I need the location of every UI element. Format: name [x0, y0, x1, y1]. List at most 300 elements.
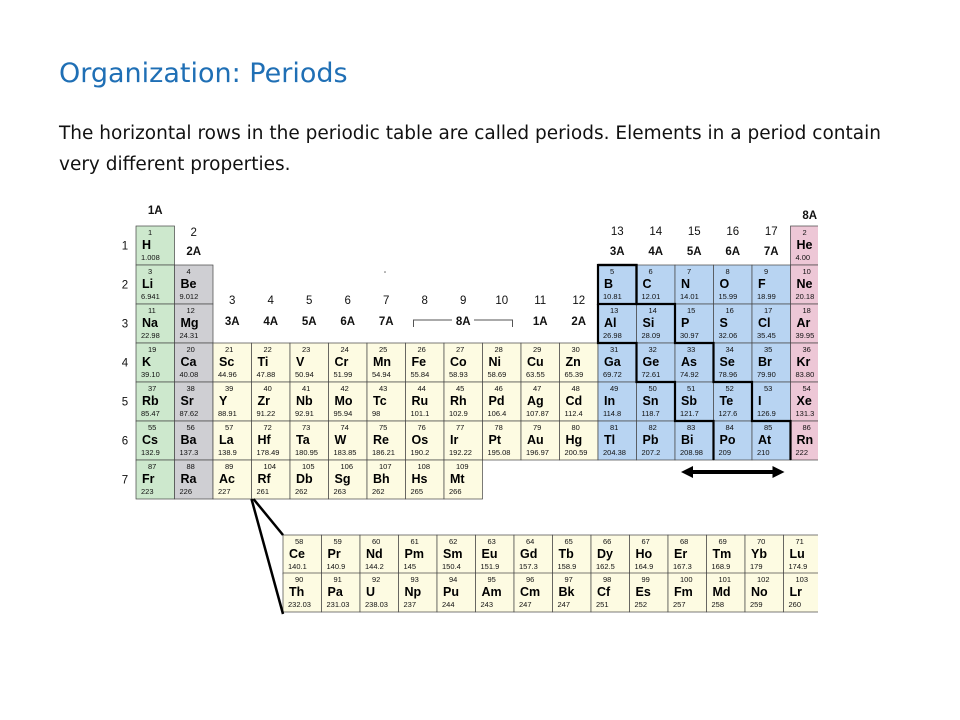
element-number: 14	[648, 306, 657, 315]
periodic-table-image	[118, 200, 818, 625]
element-symbol: Cl	[758, 316, 771, 330]
element-number: 16	[725, 306, 734, 315]
element-symbol: Pb	[642, 433, 659, 447]
element-number: 32	[648, 345, 657, 354]
element-mass: 260	[788, 600, 802, 609]
group-sublabel-6: 6A	[340, 316, 356, 328]
element-mass: 102.9	[449, 409, 468, 418]
group-label-10: 10	[495, 295, 509, 307]
element-number: 33	[687, 345, 696, 354]
element-symbol: Au	[527, 433, 544, 447]
element-symbol: Ni	[488, 355, 501, 369]
element-mass: 261	[256, 487, 270, 496]
element-mass: 251	[596, 600, 609, 609]
element-mass: 58.69	[487, 370, 507, 379]
period-label-5: 5	[121, 396, 129, 409]
element-symbol: Ti	[257, 355, 269, 369]
element-mass: 88.91	[218, 409, 237, 418]
element-mass: 196.97	[526, 448, 549, 457]
element-mass: 137.3	[179, 448, 199, 457]
group-label-4: 4	[267, 295, 274, 307]
element-mass: 223	[141, 487, 154, 496]
element-mass: 247	[519, 600, 532, 609]
element-symbol: Pt	[488, 433, 501, 447]
element-symbol: Bh	[373, 472, 390, 486]
element-symbol: N	[681, 277, 691, 291]
element-mass: 6.941	[141, 292, 160, 301]
element-number: 29	[533, 345, 542, 354]
element-symbol: Eu	[481, 547, 498, 561]
group-label-18: 8A	[802, 210, 818, 222]
element-symbol: Te	[719, 394, 734, 408]
element-mass: 157.3	[519, 562, 538, 571]
element-number: 61	[410, 537, 419, 546]
element-symbol: Nb	[296, 394, 313, 408]
element-number: 87	[148, 462, 157, 471]
element-number: 108	[417, 462, 431, 471]
element-mass: 186.21	[372, 448, 395, 457]
period-label-3: 3	[121, 318, 129, 331]
element-number: 78	[494, 423, 503, 432]
element-number: 95	[487, 575, 496, 584]
element-mass: 174.9	[788, 562, 808, 571]
element-number: 31	[610, 345, 619, 354]
element-number: 1	[148, 228, 153, 237]
element-symbol: Y	[219, 394, 228, 408]
element-symbol: In	[604, 394, 616, 408]
element-mass: 200.59	[564, 448, 588, 457]
element-symbol: Na	[142, 316, 158, 330]
element-mass: 54.94	[372, 370, 391, 379]
element-mass: 209	[718, 448, 732, 457]
period-label-2: 2	[121, 279, 129, 292]
element-mass: 192.22	[449, 448, 472, 457]
element-symbol: Ac	[219, 472, 235, 486]
element-symbol: Ga	[604, 355, 621, 369]
element-number: 49	[610, 384, 619, 393]
element-symbol: Db	[296, 472, 313, 486]
element-symbol: Cd	[565, 394, 583, 408]
element-number: 8	[725, 267, 730, 276]
element-mass: 204.38	[603, 448, 626, 457]
element-symbol: Bi	[681, 433, 694, 447]
element-number: 50	[648, 384, 657, 393]
element-mass: 58.93	[449, 370, 468, 379]
element-symbol: I	[758, 394, 762, 408]
element-number: 36	[802, 345, 811, 354]
element-mass: 30.97	[680, 331, 699, 340]
element-mass: 10.81	[603, 292, 622, 301]
element-mass: 83.80	[795, 370, 815, 379]
element-number: 51	[687, 384, 696, 393]
element-symbol: Kr	[796, 355, 811, 369]
element-mass: 118.7	[641, 409, 660, 418]
element-number: 81	[610, 423, 619, 432]
element-number: 68	[680, 537, 689, 546]
element-symbol: Hg	[565, 433, 583, 447]
group-sublabel-7: 7A	[378, 316, 394, 328]
element-symbol: Fr	[142, 472, 155, 486]
element-symbol: He	[796, 238, 813, 252]
group-sublabel-12: 2A	[571, 316, 587, 328]
element-symbol: Ba	[180, 433, 197, 447]
element-number: 23	[302, 345, 311, 354]
element-symbol: Mo	[334, 394, 353, 408]
group-sublabel-3: 3A	[224, 316, 240, 328]
element-symbol: Ir	[450, 433, 459, 447]
element-number: 84	[725, 423, 734, 432]
element-number: 21	[225, 345, 234, 354]
element-mass: 65.39	[564, 370, 584, 379]
element-symbol: Yb	[751, 547, 767, 561]
element-mass: 74.92	[680, 370, 699, 379]
slide-body-text: The horizontal rows in the periodic table are called periods. Elements in a period contain very different properties.	[59, 123, 881, 175]
element-symbol: Be	[180, 277, 197, 291]
element-mass: 150.4	[442, 562, 461, 571]
element-number: 98	[603, 575, 612, 584]
element-mass: 22.98	[141, 331, 160, 340]
double-arrow-left-head	[681, 466, 693, 478]
element-number: 15	[687, 306, 696, 315]
element-symbol: At	[758, 433, 772, 447]
element-symbol: Cs	[142, 433, 158, 447]
element-mass: 179	[750, 562, 763, 571]
element-symbol: Ru	[411, 394, 429, 408]
element-symbol: Tl	[604, 433, 616, 447]
element-symbol: Ra	[180, 472, 197, 486]
element-number: 38	[186, 384, 195, 393]
group-label-16: 16	[726, 226, 740, 238]
element-symbol: Ce	[289, 547, 305, 561]
element-mass: 210	[757, 448, 770, 457]
element-mass: 40.08	[179, 370, 199, 379]
element-number: 7	[687, 267, 692, 276]
element-number: 90	[295, 575, 304, 584]
element-symbol: Cr	[334, 355, 349, 369]
element-number: 47	[533, 384, 542, 393]
element-mass: 262	[372, 487, 385, 496]
element-number: 92	[372, 575, 381, 584]
element-number: 55	[148, 423, 157, 432]
element-mass: 114.8	[603, 409, 622, 418]
element-mass: 95.94	[333, 409, 353, 418]
element-mass: 14.01	[680, 292, 699, 301]
element-symbol: Ar	[796, 316, 811, 330]
element-number: 100	[680, 575, 693, 584]
element-mass: 195.08	[487, 448, 511, 457]
element-mass: 18.99	[757, 292, 776, 301]
element-number: 27	[456, 345, 465, 354]
double-arrow-right-head	[773, 466, 785, 478]
element-mass: 207.2	[641, 448, 661, 457]
element-mass: 32.06	[718, 331, 738, 340]
element-mass: 131.3	[795, 409, 815, 418]
element-number: 10	[802, 267, 811, 276]
element-symbol: Tb	[558, 547, 574, 561]
element-mass: 1.008	[141, 253, 160, 262]
element-number: 42	[340, 384, 349, 393]
element-number: 44	[417, 384, 426, 393]
element-mass: 167.3	[673, 562, 692, 571]
element-number: 76	[417, 423, 426, 432]
element-mass: 50.94	[295, 370, 314, 379]
stray-dot	[384, 271, 386, 273]
element-mass: 9.012	[179, 292, 199, 301]
element-mass: 72.61	[641, 370, 661, 379]
element-symbol: Sg	[334, 472, 351, 486]
element-symbol: Nd	[366, 547, 383, 561]
element-symbol: Rb	[142, 394, 159, 408]
group-label-9: 9	[460, 295, 467, 307]
element-number: 91	[333, 575, 342, 584]
element-symbol: Md	[712, 585, 731, 599]
element-symbol: Rn	[796, 433, 814, 447]
element-number: 101	[718, 575, 732, 584]
element-number: 2	[802, 228, 807, 237]
element-mass: 237	[403, 600, 417, 609]
element-mass: 140.9	[326, 562, 346, 571]
element-symbol: S	[719, 316, 728, 330]
element-mass: 91.22	[256, 409, 276, 418]
element-symbol: Pm	[404, 547, 424, 561]
element-mass: 227	[218, 487, 231, 496]
element-number: 19	[148, 345, 157, 354]
element-number: 20	[186, 345, 195, 354]
element-symbol: F	[758, 277, 766, 291]
element-mass: 232.03	[288, 600, 311, 609]
element-number: 66	[603, 537, 612, 546]
group-label-8: 8	[421, 295, 428, 307]
element-symbol: Ho	[635, 547, 653, 561]
element-symbol: V	[296, 355, 305, 369]
element-number: 53	[764, 384, 773, 393]
group-sublabel-5: 5A	[301, 316, 317, 328]
element-mass: 158.9	[557, 562, 577, 571]
element-mass: 127.6	[718, 409, 738, 418]
element-number: 71	[795, 537, 804, 546]
element-number: 83	[687, 423, 696, 432]
element-number: 103	[795, 575, 809, 584]
element-symbol: Cm	[520, 585, 541, 599]
fblock-connector-right	[254, 499, 284, 535]
element-symbol: Gd	[520, 547, 538, 561]
element-symbol: Po	[719, 433, 736, 447]
element-number: 75	[379, 423, 388, 432]
element-mass: 24.31	[179, 331, 199, 340]
element-number: 107	[379, 462, 392, 471]
element-number: 34	[725, 345, 734, 354]
element-symbol: Xe	[796, 394, 812, 408]
element-symbol: W	[334, 433, 347, 447]
element-number: 22	[263, 345, 272, 354]
element-symbol: Al	[604, 316, 617, 330]
element-symbol: Cf	[597, 585, 611, 599]
element-mass: 168.9	[711, 562, 731, 571]
element-mass: 263	[333, 487, 347, 496]
element-symbol: Hf	[257, 433, 271, 447]
element-number: 65	[564, 537, 573, 546]
group-label-3: 3	[229, 295, 236, 307]
element-symbol: Sr	[180, 394, 194, 408]
element-symbol: Sm	[443, 547, 463, 561]
element-mass: 265	[410, 487, 424, 496]
element-symbol: U	[366, 585, 376, 599]
element-symbol: Si	[642, 316, 655, 330]
element-number: 3	[148, 267, 153, 276]
element-number: 28	[494, 345, 503, 354]
element-number: 57	[225, 423, 234, 432]
element-mass: 164.9	[634, 562, 654, 571]
element-symbol: Zn	[565, 355, 581, 369]
element-symbol: Lr	[789, 585, 802, 599]
element-symbol: Es	[635, 585, 651, 599]
element-symbol: Hs	[411, 472, 428, 486]
element-mass: 183.85	[333, 448, 357, 457]
element-symbol: Tm	[712, 547, 732, 561]
bracket-left	[414, 320, 453, 327]
element-symbol: P	[681, 316, 690, 330]
element-mass: 259	[750, 600, 763, 609]
element-mass: 55.84	[410, 370, 430, 379]
element-mass: 178.49	[256, 448, 280, 457]
element-mass: 252	[634, 600, 648, 609]
element-symbol: Se	[719, 355, 735, 369]
period-label-6: 6	[121, 435, 129, 448]
element-number: 104	[263, 462, 277, 471]
group-sublabel-11: 1A	[532, 316, 548, 328]
element-symbol: Ta	[296, 433, 310, 447]
element-symbol: Ca	[180, 355, 197, 369]
element-mass: 112.4	[564, 409, 583, 418]
element-symbol: Ge	[642, 355, 660, 369]
element-mass: 231.03	[326, 600, 350, 609]
element-mass: 144.2	[365, 562, 384, 571]
element-number: 25	[379, 345, 388, 354]
element-mass: 87.62	[179, 409, 199, 418]
group-label-13: 13	[610, 226, 624, 238]
element-mass: 180.95	[295, 448, 318, 457]
element-number: 39	[225, 384, 234, 393]
element-number: 9	[764, 267, 769, 276]
element-number: 58	[295, 537, 304, 546]
element-mass: 20.18	[795, 292, 815, 301]
group-label-6: 6	[344, 295, 351, 307]
element-symbol: Br	[758, 355, 772, 369]
element-number: 105	[302, 462, 315, 471]
element-number: 63	[487, 537, 496, 546]
element-mass: 44.96	[218, 370, 237, 379]
element-symbol: Pr	[327, 547, 341, 561]
element-mass: 222	[795, 448, 809, 457]
slide-title: Organization: Periods	[59, 58, 348, 89]
element-mass: 257	[673, 600, 686, 609]
element-symbol: C	[642, 277, 652, 291]
element-symbol: Er	[674, 547, 688, 561]
element-number: 86	[802, 423, 811, 432]
element-number: 89	[225, 462, 234, 471]
element-number: 54	[802, 384, 811, 393]
element-symbol: B	[604, 277, 614, 291]
group-label-5: 5	[306, 295, 313, 307]
group-sublabel-4: 4A	[263, 316, 279, 328]
element-number: 82	[648, 423, 657, 432]
element-symbol: Ne	[796, 277, 813, 291]
element-number: 59	[333, 537, 342, 546]
element-number: 30	[571, 345, 580, 354]
element-mass: 26.98	[603, 331, 622, 340]
period-label-1: 1	[121, 240, 129, 253]
element-symbol: Sb	[681, 394, 697, 408]
element-number: 88	[186, 462, 195, 471]
element-symbol: Li	[142, 277, 154, 291]
element-symbol: Fm	[674, 585, 693, 599]
element-symbol: Cu	[527, 355, 544, 369]
element-symbol: Np	[404, 585, 422, 599]
element-mass: 266	[449, 487, 462, 496]
element-symbol: K	[142, 355, 152, 369]
group-label-14: 14	[649, 226, 663, 238]
element-mass: 107.87	[526, 409, 549, 418]
group-label-7: 7	[383, 295, 390, 307]
element-mass: 138.9	[218, 448, 237, 457]
element-number: 43	[379, 384, 388, 393]
element-number: 6	[648, 267, 653, 276]
element-number: 109	[456, 462, 469, 471]
element-number: 93	[410, 575, 419, 584]
element-number: 17	[764, 306, 773, 315]
element-symbol: Ag	[527, 394, 544, 408]
element-number: 72	[263, 423, 272, 432]
element-symbol: O	[719, 277, 730, 291]
element-mass: 208.98	[680, 448, 703, 457]
element-symbol: Rh	[450, 394, 467, 408]
element-symbol: Re	[373, 433, 389, 447]
element-number: 56	[186, 423, 195, 432]
element-mass: 79.90	[757, 370, 776, 379]
element-symbol: Os	[411, 433, 429, 447]
element-mass: 243	[480, 600, 494, 609]
element-mass: 92.91	[295, 409, 314, 418]
element-number: 11	[148, 306, 156, 315]
element-symbol: Am	[481, 585, 502, 599]
element-symbol: Mg	[180, 316, 199, 330]
element-mass: 132.9	[141, 448, 160, 457]
element-number: 97	[564, 575, 573, 584]
element-mass: 126.9	[757, 409, 776, 418]
element-symbol: Dy	[597, 547, 613, 561]
element-symbol: No	[751, 585, 768, 599]
group-label-1: 1A	[147, 205, 163, 217]
period-label-4: 4	[121, 357, 129, 370]
element-symbol: Pa	[327, 585, 343, 599]
group-label-15: 15	[687, 226, 701, 238]
element-number: 96	[526, 575, 535, 584]
element-mass: 238.03	[365, 600, 388, 609]
element-mass: 101.1	[410, 409, 430, 418]
element-number: 52	[725, 384, 734, 393]
element-number: 106	[340, 462, 354, 471]
element-number: 5	[610, 267, 615, 276]
element-number: 40	[263, 384, 272, 393]
element-number: 69	[718, 537, 727, 546]
element-symbol: Rf	[257, 472, 271, 486]
element-mass: 28.09	[641, 331, 661, 340]
element-mass: 258	[711, 600, 725, 609]
element-symbol: Co	[450, 355, 467, 369]
element-number: 70	[757, 537, 766, 546]
element-mass: 145	[403, 562, 417, 571]
element-symbol: La	[219, 433, 234, 447]
